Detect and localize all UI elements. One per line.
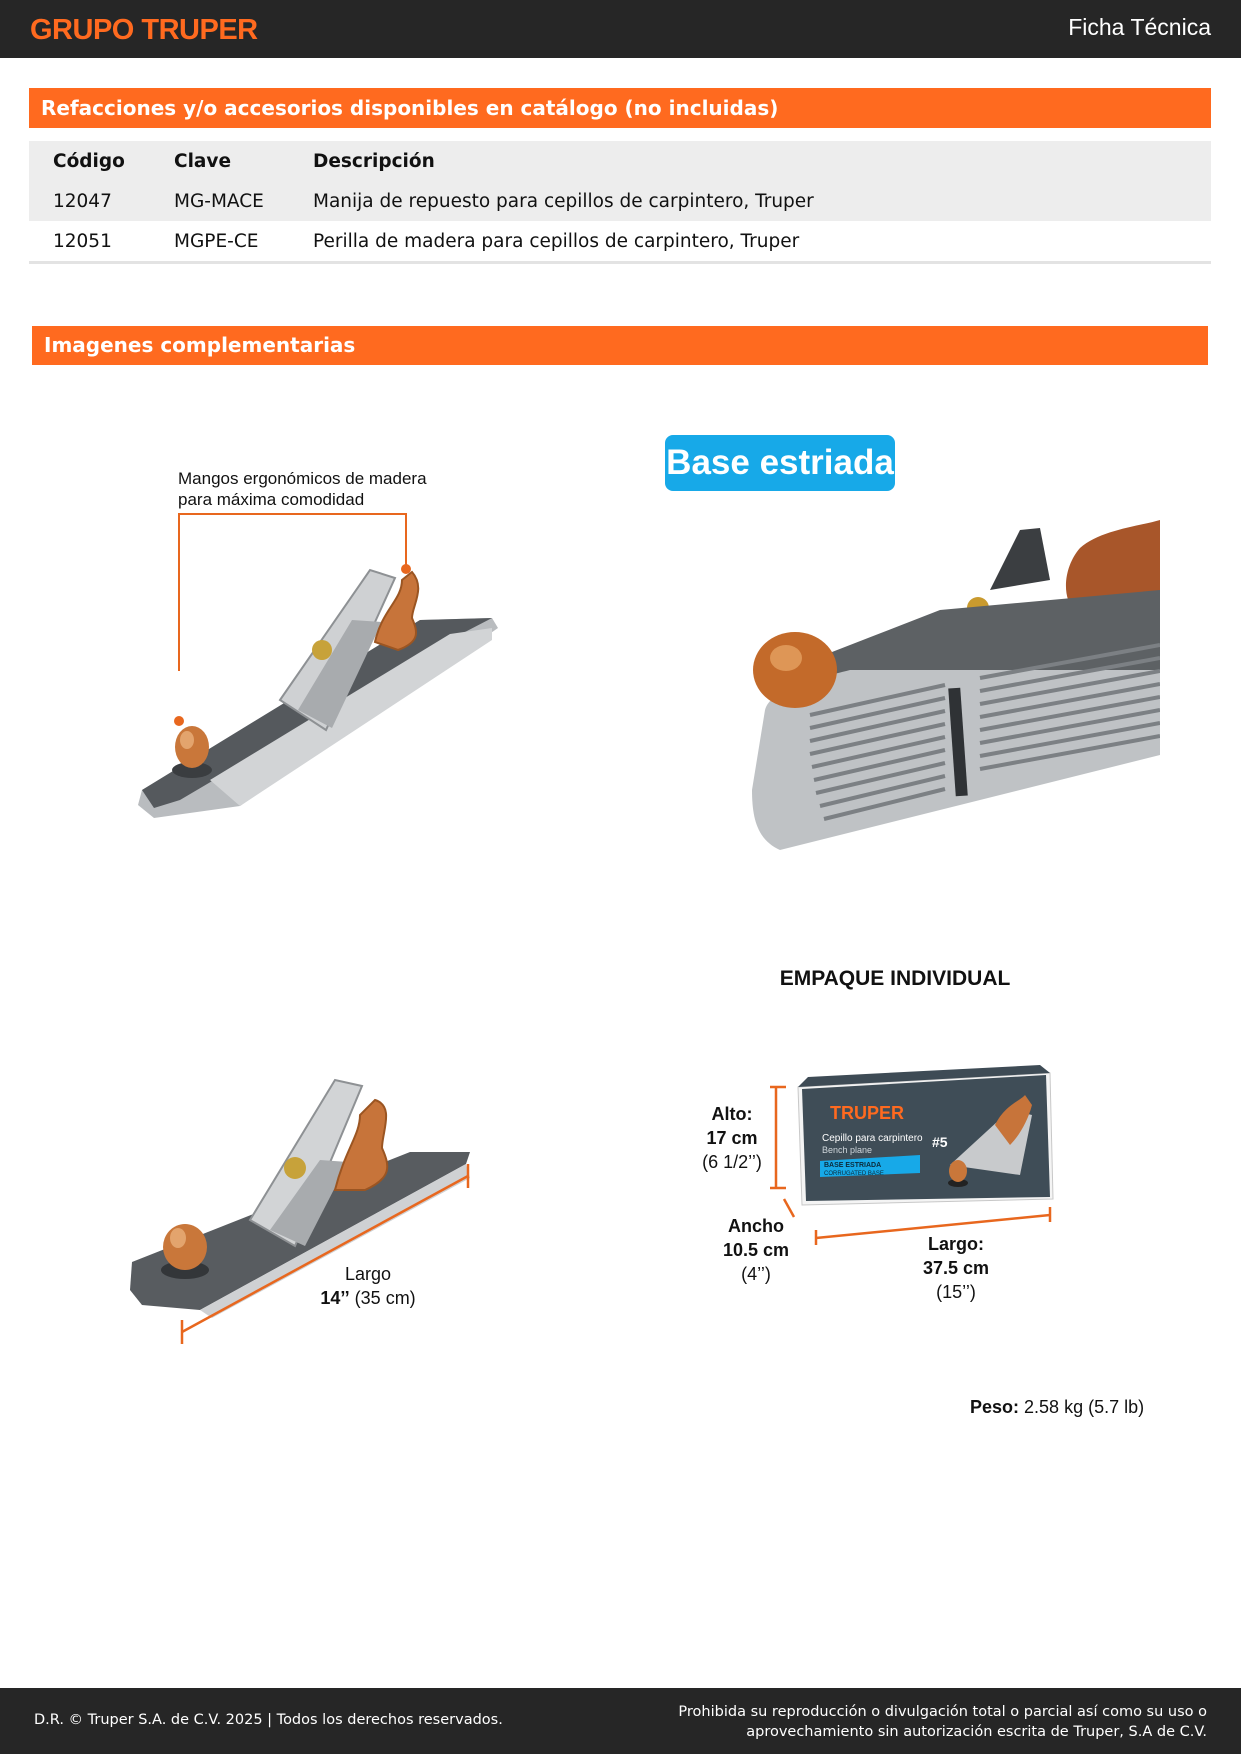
width-cm: 10.5 cm [722,1240,790,1260]
package-feature-en: CORRUGATED BASE [824,1171,884,1177]
cell-clave: MGPE-CE [174,230,259,252]
pack-length-cm: 37.5 cm [922,1258,990,1278]
cell-codigo: 12047 [53,190,112,212]
cell-descripcion: Perilla de madera para cepillos de carpintero, Truper [313,230,800,252]
width-in: (4’’) [741,1264,771,1284]
parts-table [29,141,1211,264]
column-header-clave: Clave [174,150,232,172]
parts-section-title: Refacciones y/o accesorios disponibles en catálogo (no incluidas) [29,88,1211,128]
cell-descripcion: Manija de repuesto para cepillos de carpintero, Truper [313,190,814,212]
height-label: Alto: [711,1104,753,1124]
callout-line-2: para máxima comodidad [178,490,365,509]
table-header-row [29,141,1211,181]
footer [0,1688,1241,1754]
table-row [29,181,1211,221]
weight-label [970,1397,1144,1418]
column-header-codigo: Código [53,150,125,172]
cell-codigo: 12051 [53,230,112,252]
weight-value: 2.58 kg (5.7 lb) [1019,1397,1145,1417]
length-value-inches: 14’’ [320,1288,350,1308]
length-value [318,1286,418,1310]
package-product-en: Bench plane [822,1145,873,1155]
legal-line-2: aprovechamiento sin autorización escrita de Truper, S.A de C.V. [746,1724,1207,1740]
package-width-label [712,1214,800,1286]
column-header-descripcion: Descripción [313,150,435,172]
length-value-cm: (35 cm) [349,1288,416,1308]
package-height-label [692,1102,772,1174]
legal-line-1: Prohibida su reproducción o divulgación total o parcial así como su uso o [678,1704,1207,1720]
hand-plane-image [120,500,520,830]
package-image [770,1065,1060,1245]
package-feature: BASE ESTRIADA [824,1162,882,1169]
package-length-label [906,1232,1006,1304]
height-cm: 17 cm [706,1128,758,1148]
copyright: D.R. © Truper S.A. de C.V. 2025 | Todos los derechos reservados. [34,1712,503,1728]
legal-notice [647,1702,1207,1742]
package-brand: TRUPER [830,1103,905,1123]
callout-line-1: Mangos ergonómicos de madera [178,469,427,488]
height-in: (6 1/2’’) [702,1152,762,1172]
package-product: Cepillo para carpintero [822,1133,923,1144]
package-model: #5 [932,1134,948,1150]
width-label: Ancho [728,1216,784,1236]
cell-clave: MG-MACE [174,190,264,212]
base-estriada-badge: Base estriada [665,435,895,491]
weight-title: Peso: [970,1397,1020,1417]
plane-length-label [318,1262,418,1310]
top-bar [0,0,1241,58]
table-row [29,221,1211,263]
images-section-title: Imagenes complementarias [32,326,1208,365]
pack-length-label: Largo: [928,1234,984,1254]
document-type: Ficha Técnica [1068,14,1211,40]
pack-length-in: (15’’) [936,1282,976,1302]
brand-logo: GRUPO TRUPER [30,14,258,46]
corrugated-base-image [740,520,1160,850]
package-title: EMPAQUE INDIVIDUAL [779,967,1011,990]
plane-length-image [120,1040,500,1350]
length-label: Largo [344,1264,392,1284]
